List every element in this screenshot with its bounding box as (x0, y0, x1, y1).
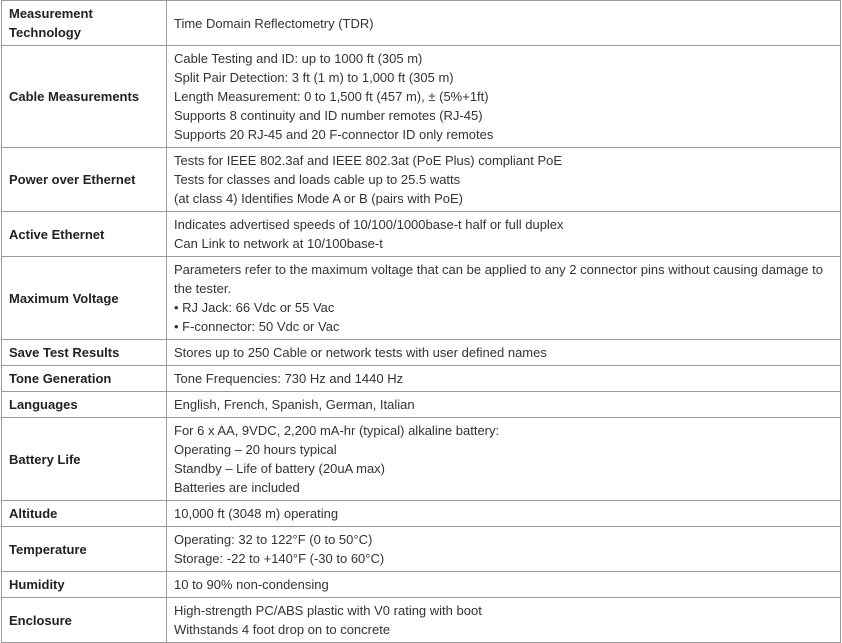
spec-value (167, 340, 841, 366)
spec-row-power-over-ethernet (2, 148, 841, 212)
spec-value (167, 392, 841, 418)
spec-label: Humidity (2, 572, 167, 598)
spec-value-line: For 6 x AA, 9VDC, 2,200 mA-hr (typical) alkaline battery: (174, 423, 500, 438)
spec-value-line: Tests for IEEE 802.3af and IEEE 802.3at (PoE Plus) compliant PoE (174, 153, 563, 168)
spec-label: Altitude (2, 501, 167, 527)
spec-value-line: Length Measurement: 0 to 1,500 ft (457 m), ± (5%+1ft) (174, 89, 489, 104)
spec-value-line: Split Pair Detection: 3 ft (1 m) to 1,000 ft (305 m) (174, 70, 454, 85)
spec-value-line: Tone Frequencies: 730 Hz and 1440 Hz (174, 371, 404, 386)
spec-label: Active Ethernet (2, 212, 167, 257)
spec-label: Enclosure (2, 598, 167, 643)
spec-label: Save Test Results (2, 340, 167, 366)
spec-value-line: High-strength PC/ABS plastic with V0 rating with boot (174, 603, 482, 618)
spec-label: Languages (2, 392, 167, 418)
spec-table-body (2, 1, 841, 643)
spec-label: Tone Generation (2, 366, 167, 392)
spec-value (167, 598, 841, 643)
spec-value-line: Storage: -22 to +140°F (-30 to 60°C) (174, 551, 385, 566)
spec-value (167, 527, 841, 572)
spec-label: Measurement Technology (2, 1, 167, 46)
spec-value-line: Batteries are included (174, 480, 300, 495)
spec-row-save-test-results (2, 340, 841, 366)
spec-row-languages (2, 392, 841, 418)
spec-label: Battery Life (2, 418, 167, 501)
spec-value (167, 366, 841, 392)
spec-value-line: Standby – Life of battery (20uA max) (174, 461, 386, 476)
spec-value (167, 148, 841, 212)
spec-value-line: Can Link to network at 10/100base-t (174, 236, 383, 251)
spec-value-line: Indicates advertised speeds of 10/100/1000base-t half or full duplex (174, 217, 564, 232)
spec-value-line: Operating – 20 hours typical (174, 442, 337, 457)
spec-value (167, 46, 841, 148)
spec-value (167, 501, 841, 527)
spec-value-line: (at class 4) Identifies Mode A or B (pairs with PoE) (174, 191, 464, 206)
spec-label: Power over Ethernet (2, 148, 167, 212)
spec-value-line: 10,000 ft (3048 m) operating (174, 506, 339, 521)
spec-row-maximum-voltage (2, 257, 841, 340)
spec-row-temperature (2, 527, 841, 572)
spec-value-line: Supports 20 RJ-45 and 20 F-connector ID only remotes (174, 127, 494, 142)
spec-row-active-ethernet (2, 212, 841, 257)
spec-label: Maximum Voltage (2, 257, 167, 340)
spec-value-line: Supports 8 continuity and ID number remotes (RJ-45) (174, 108, 483, 123)
spec-label: Temperature (2, 527, 167, 572)
spec-row-enclosure (2, 598, 841, 643)
spec-row-altitude (2, 501, 841, 527)
spec-value-line: • RJ Jack: 66 Vdc or 55 Vac (174, 300, 335, 315)
spec-value-line: English, French, Spanish, German, Italian (174, 397, 415, 412)
spec-row-battery-life (2, 418, 841, 501)
spec-label: Cable Measurements (2, 46, 167, 148)
spec-table (1, 0, 841, 643)
spec-row-humidity (2, 572, 841, 598)
spec-value (167, 418, 841, 501)
spec-row-measurement-technology (2, 1, 841, 46)
spec-row-tone-generation (2, 366, 841, 392)
spec-value-line: Cable Testing and ID: up to 1000 ft (305 m) (174, 51, 423, 66)
spec-value (167, 572, 841, 598)
spec-value (167, 1, 841, 46)
spec-value (167, 212, 841, 257)
spec-value-line: Tests for classes and loads cable up to 25.5 watts (174, 172, 461, 187)
spec-value-line: Time Domain Reflectometry (TDR) (174, 15, 374, 31)
spec-value-line: Stores up to 250 Cable or network tests with user defined names (174, 345, 547, 360)
spec-value-line: Withstands 4 foot drop on to concrete (174, 622, 391, 637)
spec-value-line: Operating: 32 to 122°F (0 to 50°C) (174, 532, 373, 547)
spec-value-line: • F-connector: 50 Vdc or Vac (174, 319, 340, 334)
spec-row-cable-measurements (2, 46, 841, 148)
spec-value (167, 257, 841, 340)
spec-value-line: Parameters refer to the maximum voltage that can be applied to any 2 connector pins without causing damage to the tester. (174, 262, 823, 296)
spec-value-line: 10 to 90% non-condensing (174, 577, 329, 592)
